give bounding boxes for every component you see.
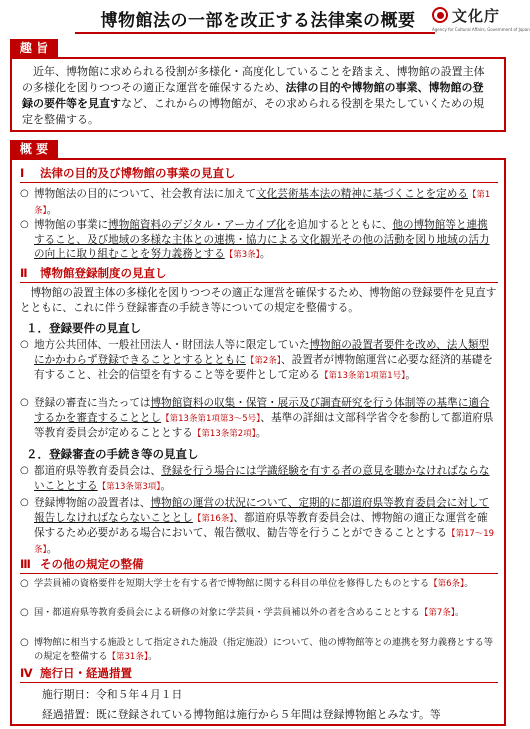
section-1-item-1: ○ 博物館法の目的について、社会教育法に加えて文化芸術基本法の精神に基づくことを定める【第1条】。 xyxy=(20,187,498,218)
section-2-item-1: ○ 地方公共団体、一般社団法人・財団法人等に限定していた博物館の設置者要件を改め、法人類型にかかわらず登録できることとするとともに【第2条】、設置者が博物館運営に必要な経済的基礎を有すること、社会的信望を有すること等を要件として定める【第13条第1項第1号】。 xyxy=(20,338,498,384)
section-2-item-3: ○ 都道府県等教育委員会は、登録を行う場合には学識経験を有する者の意見を聴かなければならないこととする【第13条第3項】。 xyxy=(20,464,498,494)
overview-label: 概 要 xyxy=(10,140,58,158)
purpose-label: 趣 旨 xyxy=(10,39,58,57)
section-2-heading: Ⅱ 博物館登録制度の見直し xyxy=(20,266,498,283)
section-2-item-2: ○ 登録の審査に当たっては博物館資料の収集・保管・展示及び調査研究を行う体制等の基準に適合するかを審査することとし【第13条第1項第3～5号】、基準の詳細は文部科学省令を参酌して都道府県等教育委員会が定めることとする【第13条第2項】。 xyxy=(20,396,498,442)
section-3-item-2: ○ 国・都道府県等教育委員会による研修の対象に学芸員・学芸員補以外の者を含めることとする【第7条】。 xyxy=(20,606,498,621)
agency-mark-icon xyxy=(432,7,448,23)
section-3-item-1: ○ 学芸員補の資格要件を短期大学士を有する者で博物館に関する科目の単位を修得したものとする【第6条】。 xyxy=(20,577,498,592)
agency-logo xyxy=(428,4,530,34)
purpose-box xyxy=(10,57,506,132)
section-1-item-2: ○ 博物館の事業に博物館資料のデジタル・アーカイブ化を追加するとともに、他の博物館等と連携すること、及び地域の多様な主体との連携・協力による文化観光その他の活動を図り地域の活力の向上に取り組むことを努力義務とする【第3条】。 xyxy=(20,218,498,263)
agency-name: 文化庁 xyxy=(452,7,501,25)
purpose-text-bold: 法律の目的や博物館の事業、博物館の登録の要件等を見直す xyxy=(22,81,484,110)
section-2-item-4: ○ 登録博物館の設置者は、博物館の運営の状況について、定期的に都道府県等教育委員会に対して報告しなければならないこととし【第16条】、都道府県等教育委員会は、博物館の適正な運営を確保するため必要がある場合において、報告徴収、勧告等を行うことができることとする【第17～19条】。 xyxy=(20,496,498,557)
title-underline xyxy=(75,32,435,34)
page-title: 博物館法の一部を改正する法律案の概要 xyxy=(100,11,416,31)
section-3-heading: Ⅲ その他の規定の整備 xyxy=(20,557,498,574)
transitional-measures: 経過措置：既に登録されている博物館は施行から５年間は登録博物館とみなす。等 xyxy=(42,708,441,721)
overview-box xyxy=(10,158,506,726)
agency-english-name: Agency for Cultural Affairs, Government of Japan xyxy=(432,27,530,32)
purpose-text-3: など、これからの博物館が、その求められる役割を果たしていくための規定を整備する。 xyxy=(22,97,484,126)
effective-date: 施行期日：令和５年４月１日 xyxy=(42,688,183,701)
section-4-heading: Ⅳ 施行日・経過措置 xyxy=(20,666,498,683)
section-2-subheading-2: ２．登録審査の手続き等の見直し xyxy=(26,447,199,461)
section-2-subheading-1: １．登録要件の見直し xyxy=(26,321,141,335)
section-1-heading: Ⅰ 法律の目的及び博物館の事業の見直し xyxy=(20,166,498,183)
purpose-text-1: 近年、博物館に求められる役割が多様化・高度化していることを踏まえ、博物館の設置主体の多様化を図りつつその適正な運営を確保するため、 xyxy=(22,65,485,94)
section-2-intro: 博物館の設置主体の多様化を図りつつその適正な運営を確保するため、博物館の登録要件を見直すとともに、これに伴う登録審査の手続き等についての規定を整備する。 xyxy=(20,287,497,314)
section-3-item-3: ○ 博物館に相当する施設として指定された施設（指定施設）について、他の博物館等との連携を努力義務とする等の規定を整備する【第31条】。 xyxy=(20,636,498,664)
